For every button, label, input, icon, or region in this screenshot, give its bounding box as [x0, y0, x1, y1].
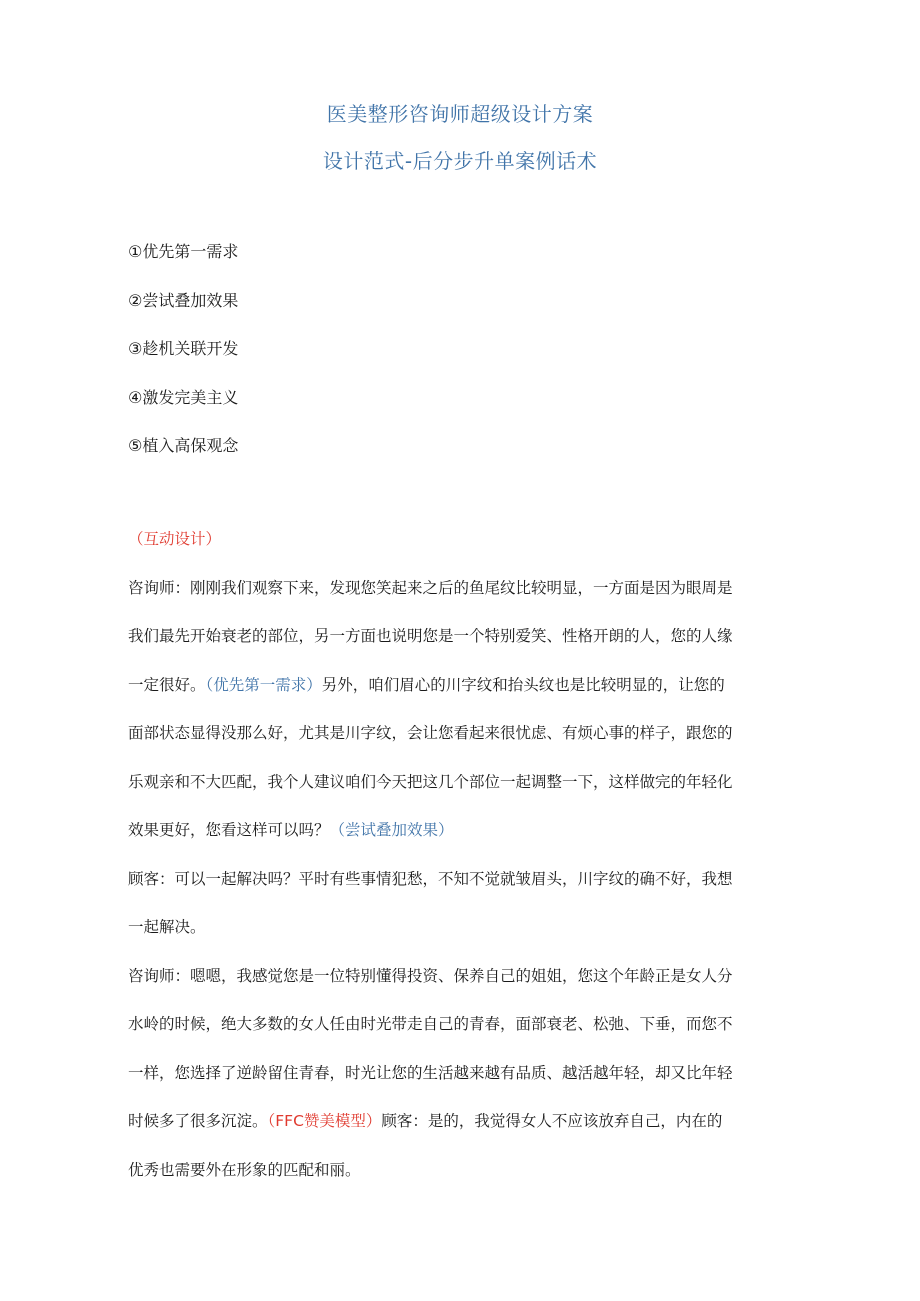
- dialogue-text: 效果更好，您看这样可以吗？: [128, 821, 330, 839]
- dialogue-line: 乐观亲和不大匹配，我个人建议咱们今天把这几个部位一起调整一下，这样做完的年轻化: [128, 772, 733, 791]
- dialogue-line: 优秀也需要外在形象的匹配和丽。: [128, 1160, 361, 1179]
- steps-list: [128, 240, 238, 483]
- dialogue-line: 顾客：可以一起解决吗？平时有些事情犯愁，不知不觉就皱眉头，川字纹的确不好，我想: [128, 869, 733, 888]
- dialogue-text: 时候多了很多沉淀。: [128, 1112, 268, 1130]
- dialogue-body: [128, 527, 796, 1206]
- section-heading: （互动设计）: [128, 530, 222, 548]
- dialogue-line: [128, 818, 796, 867]
- dialogue-line: 咨询师：刚刚我们观察下来，发现您笑起来之后的鱼尾纹比较明显，一方面是因为眼周是: [128, 578, 733, 597]
- dialogue-line: 我们最先开始衰老的部位，另一方面也说明您是一个特别爱笑、性格开朗的人，您的人缘: [128, 627, 733, 645]
- dialogue-line: 面部状态显得没那么好，尤其是川字纹，会让您看起来很忧虑、有烦心事的样子，跟您的: [128, 724, 733, 742]
- dialogue-text: 一定很好。: [128, 675, 206, 694]
- step-item: ①优先第一需求: [128, 242, 239, 261]
- document-title: 医美整形咨询师超级设计方案: [326, 102, 594, 126]
- dialogue-line: [128, 1109, 796, 1158]
- dialogue-line: 一样，您选择了逆龄留住青春，时光让您的生活越来越有品质、越活越年轻，却又比年轻: [128, 1063, 733, 1082]
- dialogue-line: [128, 673, 796, 722]
- annotation-ffc-model: （FFC赞美模型）: [267, 1112, 382, 1130]
- dialogue-line: 咨询师：嗯嗯，我感觉您是一位特别懂得投资、保养自己的姐姐，您这个年龄正是女人分: [128, 966, 733, 985]
- dialogue-line: 水岭的时候，绝大多数的女人任由时光带走自己的青春，面部衰老、松弛、下垂，而您不: [128, 1015, 733, 1033]
- step-item: ③趁机关联开发: [128, 339, 239, 358]
- dialogue-text: 另外，咱们眉心的川字纹和抬头纹也是比较明显的，让您的: [321, 675, 725, 694]
- document-subtitle: 设计范式-后分步升单案例话术: [322, 149, 598, 173]
- annotation-stack-effect: （尝试叠加效果）: [329, 821, 454, 839]
- dialogue-line: 一起解决。: [128, 918, 206, 936]
- step-item: ②尝试叠加效果: [128, 290, 239, 310]
- step-item: ④激发完美主义: [128, 387, 239, 407]
- dialogue-text: 顾客：是的，我觉得女人不应该放弃自己，内在的: [381, 1112, 723, 1130]
- step-item: ⑤植入高保观念: [128, 436, 239, 455]
- annotation-priority-need: （优先第一需求）: [205, 675, 322, 694]
